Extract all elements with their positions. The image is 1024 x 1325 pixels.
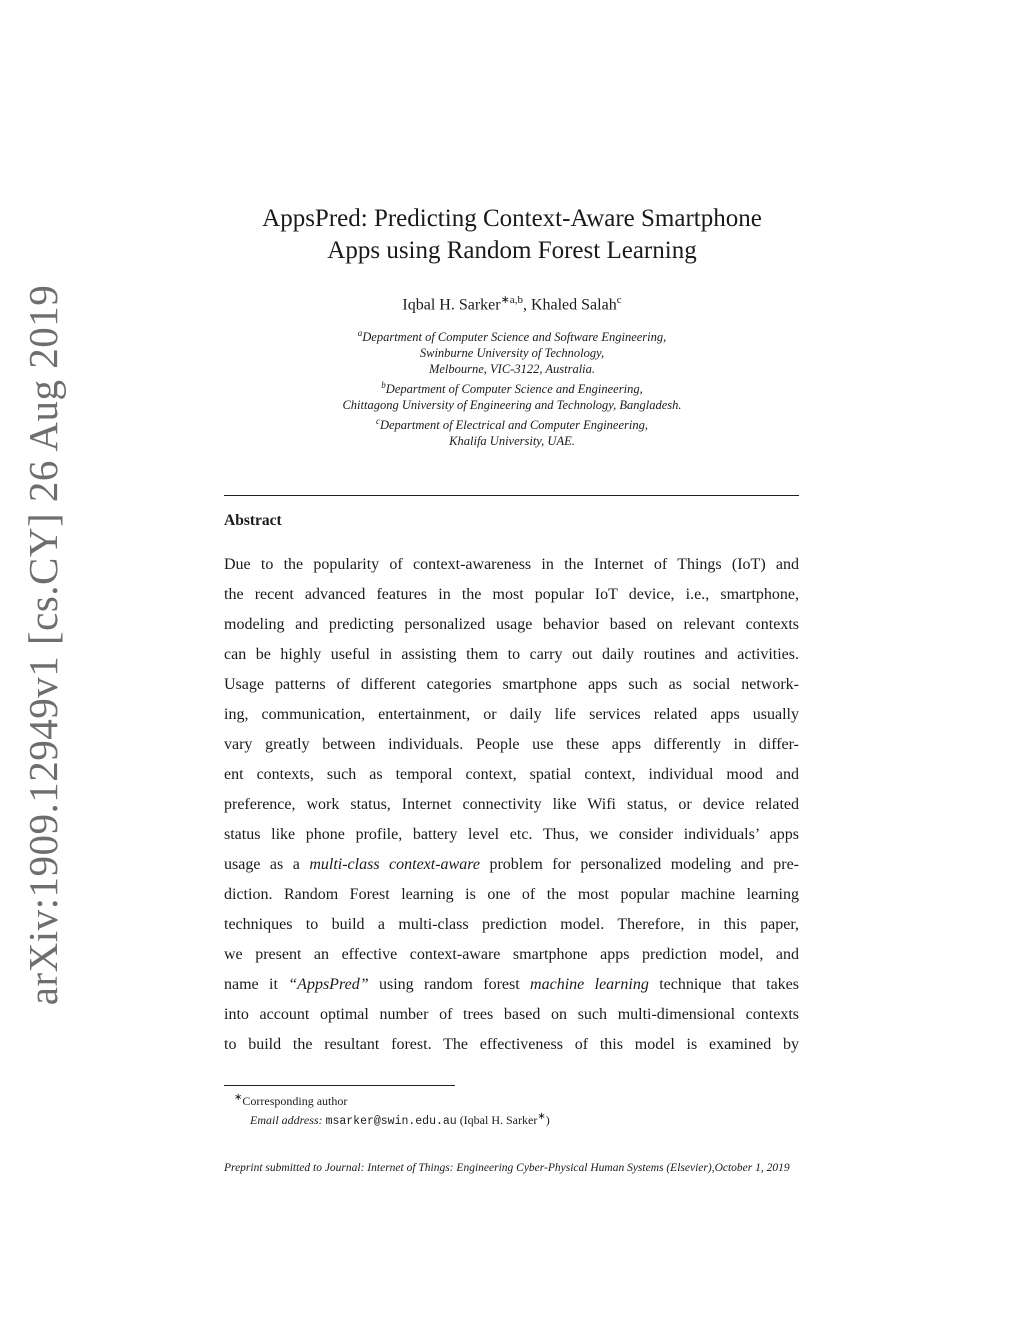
footnote-corresponding (224, 1090, 550, 1109)
preprint-notice: Preprint submitted to Journal: Internet of Things: Engineering Cyber-Physical Human Systems (Elsevier),October 1, 2019 (224, 1162, 790, 1174)
abstract-body (224, 550, 799, 1060)
author-2-marks: c (616, 294, 622, 306)
author-1-name: Iqbal H. Sarker (402, 296, 501, 314)
affiliation-text: Khalifa University, UAE. (449, 434, 575, 449)
affiliation-mark: c (375, 416, 380, 427)
author-separator: , (522, 296, 531, 314)
footnote-email-line (224, 1109, 550, 1130)
abstract-line: techniques to build a multi-class prediction model. Therefore, in this paper, (224, 916, 799, 933)
email-owner-mark: ∗ (537, 1111, 546, 1122)
paper-title (212, 203, 812, 267)
abstract-italic-run: multi-class context-aware (309, 856, 480, 873)
affiliation-mark: b (381, 380, 386, 391)
author-2-name: Khaled Salah (530, 296, 617, 314)
affiliation-line (212, 377, 812, 397)
affiliation-text: Melbourne, VIC-3122, Australia. (428, 362, 596, 377)
abstract-heading: Abstract (224, 512, 282, 529)
abstract-line: Due to the popularity of context-awareness in the Internet of Things (IoT) and (224, 556, 799, 573)
affiliation-line (212, 325, 812, 345)
abstract-line: preference, work status, Internet connectivity like Wifi status, or device related (224, 796, 799, 813)
arxiv-identifier-stamp: arXiv:1909.12949v1 [cs.CY] 26 Aug 2019 (20, 284, 66, 1006)
abstract-text-run: problem for personalized modeling and pre- (479, 856, 799, 873)
affiliation-line (212, 413, 812, 433)
abstract-line: to build the resultant forest. The effectiveness of this model is examined by (224, 1036, 799, 1053)
abstract-line: status like phone profile, battery level etc. Thus, we consider individuals’ apps (224, 826, 799, 843)
author-list (212, 290, 812, 315)
footnote-mark: ∗ (234, 1092, 243, 1103)
abstract-text-run: using random forest (368, 976, 531, 993)
affiliation-text: Department of Computer Science and Engineering, (385, 382, 643, 397)
abstract-line (224, 970, 799, 1000)
abstract-italic-run: machine learning (530, 976, 649, 993)
abstract-italic-run: “AppsPred” (288, 976, 369, 993)
footnote-corresponding-text: Corresponding author (242, 1094, 348, 1108)
title-line-1: AppsPred: Predicting Context-Aware Smartphone (262, 205, 762, 232)
affiliation-text: Department of Computer Science and Software Engineering, (362, 330, 667, 345)
email-address-link[interactable]: msarker@swin.edu.au (325, 1115, 457, 1128)
abstract-line: the recent advanced features in the most popular IoT device, i.e., smartphone, (224, 586, 799, 603)
affiliation-line (212, 397, 812, 413)
email-owner-close: ) (545, 1113, 550, 1127)
abstract-line: vary greatly between individuals. People use these apps differently in differ- (224, 736, 799, 753)
affiliation-block (212, 325, 812, 449)
email-label: Email address: (250, 1113, 323, 1127)
abstract-top-rule (224, 495, 799, 496)
abstract-line: can be highly useful in assisting them to carry out daily routines and activities. (224, 646, 799, 663)
affiliation-line (212, 345, 812, 361)
affiliation-line (212, 433, 812, 449)
affiliation-text: Chittagong University of Engineering and Technology, Bangladesh. (342, 398, 682, 413)
email-owner: (Iqbal H. Sarker (456, 1113, 538, 1127)
abstract-text-run: usage as a (224, 856, 310, 873)
affiliation-text: Department of Electrical and Computer Engineering, (379, 418, 648, 433)
title-line-2: Apps using Random Forest Learning (327, 237, 697, 264)
footnote-rule (224, 1085, 455, 1086)
abstract-text-run: name it (224, 976, 289, 993)
affiliation-mark: a (357, 328, 363, 338)
abstract-line: Usage patterns of different categories smartphone apps such as social network- (224, 676, 799, 693)
affiliation-text: Swinburne University of Technology, (419, 346, 605, 361)
abstract-text-run: technique that takes (648, 976, 799, 993)
author-1-marks: ∗a,b (500, 294, 523, 306)
abstract-line: ent contexts, such as temporal context, spatial context, individual mood and (224, 766, 799, 783)
abstract-line: modeling and predicting personalized usage behavior based on relevant contexts (224, 616, 799, 633)
affiliation-line (212, 361, 812, 377)
abstract-line: diction. Random Forest learning is one of the most popular machine learning (224, 886, 799, 903)
footnote (224, 1090, 550, 1130)
abstract-line: we present an effective context-aware smartphone apps prediction model, and (224, 946, 799, 963)
abstract-line: ing, communication, entertainment, or daily life services related apps usually (224, 706, 799, 723)
abstract-line (224, 850, 799, 880)
abstract-line: into account optimal number of trees based on such multi-dimensional contexts (224, 1006, 799, 1023)
